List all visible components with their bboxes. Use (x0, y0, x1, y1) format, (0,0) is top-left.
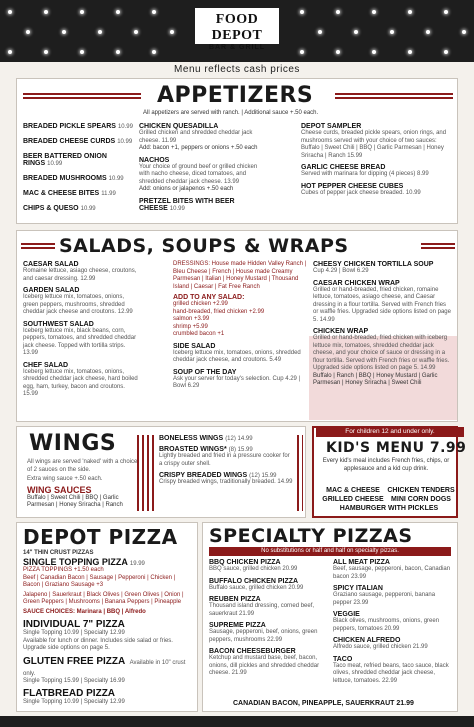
individual-pizza-extra: Available for lunch or dinner. Includes side salad or fries. Upgrade side options on page 5. (23, 637, 173, 651)
marquee-bulb (98, 30, 102, 34)
menu-item-desc: Cup 4.29 | Bowl 6.29 (313, 268, 369, 274)
pizza-toppings-line: PIZZA TOPPINGS +1.50 each (23, 567, 104, 573)
marquee-bulb (8, 10, 12, 14)
menu-item-title: BACON CHEESEBURGER (209, 648, 296, 655)
menu-item-title: BREADED PICKLE SPEARS (23, 123, 116, 130)
menu-item-price: (12) 14.99 (225, 436, 253, 442)
menu-item-title: BREADED MUSHROOMS (23, 175, 107, 182)
menu-item-desc: Iceberg lettuce mix, tomatoes, onions, green peppers, mushrooms, shredded cheddar jack cheese and croutons. 12.99 (23, 294, 133, 315)
salads-middle-column (173, 261, 307, 395)
menu-item-desc: Sausage, pepperoni, beef, onions, green peppers, mushrooms 22.99 (209, 629, 318, 643)
marquee-bulb (170, 30, 174, 34)
add-to-salad-option: crumbled bacon +1 (173, 331, 225, 337)
kids-item-1: MAC & CHEESE (326, 487, 380, 494)
marquee-bulb (408, 50, 412, 54)
specialty-bottom-item: CANADIAN BACON, PINEAPPLE, SAUERKRAUT 21.99 (233, 700, 414, 707)
menu-item (23, 321, 141, 358)
menu-item-price: 11.99 (101, 191, 116, 197)
header-bar (0, 0, 474, 62)
flatbread-price: Single Topping 10.99 | Specialty 12.99 (23, 699, 125, 705)
menu-item-name (301, 164, 455, 171)
salads-title: SALADS, SOUPS & WRAPS (59, 235, 349, 257)
menu-item-name (209, 559, 327, 566)
add-to-salad-option: salmon +3.99 (173, 316, 210, 322)
marquee-bulb (8, 50, 12, 54)
salads-section (16, 230, 458, 422)
menu-item-desc: Cubes of pepper jack cheese breaded. 10.99 (301, 189, 421, 196)
logo-subtitle: BAR & GRILL (208, 44, 266, 51)
menu-item (23, 138, 135, 145)
menu-item-desc: Iceberg lettuce mix, tomatoes, onions, shredded cheddar jack cheese, and croutons. 5.49 (173, 349, 301, 363)
menu-item-title: CHICKEN QUESADILLA (139, 123, 219, 130)
marquee-bulb (408, 10, 412, 14)
menu-item-title: CAESAR CHICKEN WRAP (313, 279, 400, 287)
add-to-salad-option: hand-breaded, fried chicken +2.99 (173, 308, 265, 315)
menu-item-title: TACO (333, 655, 353, 663)
wings-desc: All wings are served 'naked' with a choice of 2 sauces on the side. (27, 459, 138, 473)
menu-item-title: DEPOT SAMPLER (301, 123, 362, 130)
menu-item-title: SIDE SALAD (173, 342, 216, 350)
appetizers-title: APPETIZERS (157, 83, 314, 108)
menu-item-name (313, 261, 453, 268)
menu-item (209, 622, 327, 644)
menu-item-title: CHEF SALAD (23, 361, 69, 369)
appetizers-middle-column (139, 123, 265, 216)
menu-item-price: 10.99 (108, 176, 124, 182)
menu-item-name (23, 321, 141, 328)
menu-item-name (139, 157, 265, 164)
menu-item-name (139, 198, 265, 212)
marquee-bulb (152, 50, 156, 54)
menu-item-name (159, 435, 293, 442)
menu-item-name (23, 205, 135, 212)
menu-item-desc: Crispy breaded wings, traditionally breaded. 14.99 (159, 479, 293, 485)
menu-item-name (23, 287, 141, 294)
wings-extra: Extra wing sauce +.50 each. (27, 476, 103, 482)
menu-item-name (23, 153, 135, 167)
menu-item-title: NACHOS (139, 156, 170, 164)
marquee-bulb (116, 50, 120, 54)
menu-item-title: BBQ CHICKEN PIZZA (209, 559, 281, 566)
menu-item (23, 175, 135, 182)
specialty-pizza-section (202, 522, 458, 712)
menu-item-price: 10.99 (80, 206, 96, 212)
menu-item (301, 123, 455, 160)
menu-item-desc: Ketchup and mustard base, beef, bacon, onions, dill pickles and shredded cheddar cheese. 21.99 (209, 655, 320, 676)
pizza-toppings-veg: Jalapeno | Sauerkraut | Black Olives | Green Olives | Onion | Green Peppers | Mushrooms | Banana Peppers | Pineapple (23, 591, 184, 605)
menu-item-title: HOT PEPPER CHEESE CUBES (301, 182, 404, 190)
chicken-wrap-sauces: Buffalo | Ranch | BBQ | Honey Mustard | Garlic Parmesan | Honey Sriracha | Sweet Chili (313, 372, 438, 386)
menu-item (139, 157, 265, 194)
marquee-bulb (336, 50, 340, 54)
appetizers-note: All appetizers are served with ranch. | Additional sauce +.50 each. (143, 110, 319, 116)
chicken-wrap-desc: Grilled or hand-breaded, fried chicken with iceberg lettuce mix, tomatoes, shredded cheddar jack cheese, and your choice of sauce or dressing in a flour tortilla. Served with French fries or waffle fries. Upgraded side options listed on page 5. 14.99 (313, 335, 450, 371)
menu-item (209, 596, 327, 618)
chicken-wrap-name: CHICKEN WRAP (313, 328, 369, 335)
menu-item-name (333, 559, 453, 566)
menu-item-title: SOUP OF THE DAY (173, 368, 237, 376)
menu-item-price: 10.99 (169, 205, 185, 212)
menu-item-title: CHIPS & QUESO (23, 205, 79, 212)
depot-pizza-subtitle: 14" THIN CRUST PIZZAS (23, 550, 94, 556)
add-to-salad-list (173, 301, 307, 339)
kids-age-note: For children 12 and under only. (316, 427, 464, 437)
salads-left-column (23, 261, 141, 403)
appetizers-left-column (23, 123, 135, 220)
menu-item (333, 656, 453, 686)
menu-item-desc: Grilled chicken and shredded cheddar jack cheese. 11.99 (139, 130, 253, 144)
marquee-bulb (354, 30, 358, 34)
menu-item-title: CRISPY BREADED WINGS (159, 472, 248, 479)
menu-item-name (333, 611, 453, 618)
menu-item-name (23, 261, 141, 268)
menu-item-desc: Buffalo sauce, grilled chicken 20.99 (209, 584, 304, 591)
marquee-bulb (390, 30, 394, 34)
marquee-bulb (80, 50, 84, 54)
menu-item-desc: Taco meat, refried beans, taco sauce, black olives, shredded cheddar jack cheese, lettuce, tomatoes. 22.99 (333, 662, 449, 684)
menu-item-price: (8) 15.99 (228, 447, 253, 453)
add-to-salad-option: grilled chicken +2.99 (173, 301, 228, 307)
menu-item-name (333, 656, 453, 663)
individual-pizza-price: Single Topping 10.99 | Specialty 12.99 (23, 630, 125, 636)
appetizers-section (16, 78, 458, 224)
menu-item-desc: Thousand island dressing, corned beef, sauerkraut 21.99 (209, 603, 315, 617)
menu-item-title: GARDEN SALAD (23, 287, 80, 294)
menu-item-desc: Beef, sausage, pepperoni, bacon, Canadian bacon 23.99 (333, 566, 451, 580)
marquee-bulb (62, 30, 66, 34)
menu-item-title: CAESAR SALAD (23, 261, 79, 268)
menu-item (23, 190, 135, 197)
marquee-bulb (44, 10, 48, 14)
individual-pizza-name: INDIVIDUAL 7" PIZZA (23, 619, 125, 630)
menu-item-title: GARLIC CHEESE BREAD (301, 164, 386, 171)
menu-item (173, 343, 307, 365)
marquee-bulb (444, 10, 448, 14)
menu-item (159, 446, 293, 468)
depot-pizza-body (23, 557, 193, 707)
kids-item-2: CHICKEN TENDERS (387, 487, 455, 494)
specialty-note-bar: No substitutions or half and half on specialty pizzas. (209, 547, 451, 556)
menu-item-name (333, 637, 453, 644)
menu-item-name (23, 175, 135, 182)
menu-item (23, 123, 135, 130)
menu-item (313, 280, 453, 325)
menu-item-title: VEGGIE (333, 611, 360, 618)
menu-item-name (23, 138, 135, 145)
menu-item-name (23, 190, 135, 197)
menu-item-title: SOUTHWEST SALAD (23, 320, 94, 328)
marquee-bulb (300, 50, 304, 54)
menu-item-name (209, 578, 327, 585)
menu-item (313, 261, 453, 276)
menu-item-desc: BBQ sauce, grilled chicken 20.99 (209, 566, 298, 572)
wing-sauces-title: WING SAUCES (27, 484, 92, 495)
marquee-bulb (318, 30, 322, 34)
menu-item-title: REUBEN PIZZA (209, 596, 261, 603)
menu-item-title: BROASTED WINGS* (159, 446, 227, 453)
menu-item-title: CHEESY CHICKEN TORTILLA SOUP (313, 261, 434, 268)
menu-item (139, 198, 265, 212)
wings-info (27, 459, 139, 510)
wings-section (16, 426, 306, 518)
menu-item-price: 10.99 (117, 124, 133, 130)
appetizers-right-column (301, 123, 455, 201)
menu-item (301, 164, 455, 179)
menu-item (23, 261, 141, 283)
menu-item-name (159, 472, 293, 479)
depot-pizza-section (16, 522, 198, 712)
marquee-bulb (336, 10, 340, 14)
marquee-bulb (372, 50, 376, 54)
menu-item-desc: Black olives, mushrooms, onions, green peppers, tomatoes 20.99 (333, 618, 440, 632)
kids-item-5: HAMBURGER WITH PICKLES (339, 505, 439, 512)
kids-item-4: MINI CORN DOGS (391, 496, 451, 503)
single-topping-name: SINGLE TOPPING PIZZA 19.99 (23, 557, 145, 567)
specialty-right-column (333, 559, 453, 689)
wings-title: WINGS (29, 431, 117, 456)
menu-item-desc: Grilled or hand-breaded, fried chicken, romaine lettuce, tomatoes, asiago cheese, and Caesar dressing in a flour tortilla. Served with French fries or waffle fries. Upgraded side options listed on page 5. 14.99 (313, 286, 451, 323)
depot-pizza-title: DEPOT PIZZA (23, 525, 178, 549)
marquee-bulb (300, 10, 304, 14)
dressings-list: DRESSINGS: House made Hidden Valley Ranch | Bleu Cheese | French | House made Creamy Parmesan | Italian | Honey Mustard | Thousand Island | Caesar | Fat Free Ranch (173, 261, 307, 290)
menu-item (301, 183, 455, 198)
gluten-free-name: GLUTEN FREE PIZZA Available in 10" crust only. (23, 655, 186, 677)
menu-item-name (209, 596, 327, 603)
specialty-left-column (209, 559, 327, 682)
marquee-bulb (26, 30, 30, 34)
menu-item (23, 153, 135, 167)
menu-item-title: BREADED CHEESE CURDS (23, 138, 116, 145)
menu-item-desc: Graziano sausage, pepperoni, banana pepper 23.99 (333, 592, 436, 606)
menu-item (173, 369, 307, 391)
menu-item (209, 578, 327, 593)
menu-item-title: SUPREME PIZZA (209, 622, 266, 629)
marquee-bulb (444, 50, 448, 54)
menu-item-title: BEER BATTERED ONION RINGS (23, 153, 107, 167)
menu-item-name (173, 369, 307, 376)
menu-item-desc: Lightly breaded and fried in a pressure cooker for a crispy outer shell. (159, 453, 290, 467)
menu-item-name (159, 446, 293, 453)
menu-item-desc: Cheese curds, breaded pickle spears, onion rings, and mushrooms served with your choice of two sauces: Buffalo | Sweet Chili | BBQ | Garlic Parmesan | Honey Sriracha | Ranch 15.99 (301, 130, 447, 159)
menu-item-price: 10.99 (117, 139, 133, 145)
pizza-toppings-meat: Beef | Canadian Bacon | Sausage | Pepperoni | Chicken | Bacon | Graziano Sausage +3 (23, 574, 176, 588)
pizza-sauce-choices: SAUCE CHOICES: Marinara | BBQ | Alfredo (23, 608, 146, 615)
flatbread-name: FLATBREAD PIZZA (23, 688, 116, 699)
specialty-pizza-title: SPECIALTY PIZZAS (209, 525, 413, 547)
marquee-bulb (44, 50, 48, 54)
menu-item-title: MAC & CHEESE BITES (23, 190, 100, 197)
menu-item (209, 559, 327, 574)
menu-item (333, 559, 453, 581)
menu-item-title: PRETZEL BITES WITH BEER CHEESE (139, 197, 235, 212)
logo (193, 6, 281, 51)
menu-item (23, 287, 141, 317)
menu-item-name (333, 585, 453, 592)
menu-item-name (23, 123, 135, 130)
menu-item (209, 648, 327, 678)
menu-item-price: (12) 15.99 (249, 473, 277, 479)
menu-item (159, 435, 293, 442)
marquee-bulb (116, 10, 120, 14)
add-to-salad-title: ADD TO ANY SALAD: (173, 294, 245, 301)
menu-item-price: 10.99 (47, 161, 63, 167)
menu-item (139, 123, 265, 153)
menu-item (159, 472, 293, 487)
kids-title: KID'S MENU 7.99 (326, 440, 467, 456)
gluten-free-price: Single Topping 15.99 | Specialty 16.99 (23, 677, 125, 684)
menu-item-desc: Iceberg lettuce mix, black beans, corn, peppers, tomatoes, and shredded cheddar jack cheese. Topped with tortilla strips. 13.99 (23, 327, 137, 356)
kids-item-3: GRILLED CHEESE (322, 496, 384, 503)
menu-item-name (301, 123, 455, 130)
menu-item-name (139, 123, 265, 130)
marquee-bulb (372, 10, 376, 14)
marquee-bulb (80, 10, 84, 14)
menu-item-extra: Add: onions or jalapenos +.50 each (139, 186, 234, 192)
menu-item (333, 611, 453, 633)
menu-item-desc: Your choice of ground beef or grilled chicken with nacho cheese, diced tomatoes, and shredded cheddar jack cheese. 13.99 (139, 163, 258, 185)
menu-item-desc: Ask your server for today's selection. Cup 4.29 | Bowl 6.29 (173, 375, 301, 389)
wings-items-column (159, 435, 293, 491)
menu-item-name (209, 622, 327, 629)
menu-item-title: BONELESS WINGS (159, 435, 224, 442)
marquee-bulb (134, 30, 138, 34)
menu-item-name (173, 343, 307, 350)
menu-item-desc: Served with marinara for dipping (4 pieces) 8.99 (301, 171, 429, 177)
menu-item-title: CHICKEN ALFREDO (333, 637, 401, 644)
chicken-wrap-item (313, 328, 453, 388)
menu-item-name (301, 183, 455, 190)
wing-sauces-list: Buffalo | Sweet Chili | BBQ | Garlic Parmesan | Honey Sriracha | Ranch (27, 494, 123, 508)
footer-bar (0, 716, 474, 727)
menu-item-title: BUFFALO CHICKEN PIZZA (209, 577, 299, 585)
tagline: Menu reflects cash prices (174, 64, 300, 75)
menu-item-name (23, 362, 141, 369)
menu-item-desc: Romaine lettuce, asiago cheese, croutons, and caesar dressing. 12.99 (23, 268, 137, 282)
menu-item-title: ALL MEAT PIZZA (333, 559, 390, 566)
salads-mid-items (173, 343, 307, 391)
add-to-salad-option: shrimp +5.99 (173, 323, 208, 330)
menu-item-title: SPICY ITALIAN (333, 585, 383, 592)
menu-item (23, 205, 135, 212)
marquee-bulb (462, 30, 466, 34)
menu-item (333, 637, 453, 652)
menu-item-desc: Alfredo sauce, grilled chicken 21.99 (333, 644, 428, 650)
menu-item-name (313, 280, 453, 287)
marquee-bulb (152, 10, 156, 14)
menu-item-name (209, 648, 327, 655)
salads-right-column (313, 261, 453, 392)
menu-item (23, 362, 141, 399)
menu-item-desc: Iceberg lettuce mix, tomatoes, onions, shredded cheddar jack cheese, hard boiled egg, ham, turkey, bacon and croutons. 15.99 (23, 368, 138, 397)
menu-item (333, 585, 453, 607)
logo-title: FOOD DEPOT (211, 12, 263, 43)
kids-desc: Every kid's meal includes French fries, chips, or applesauce and a kid cup drink. (322, 458, 450, 472)
marquee-bulb (426, 30, 430, 34)
menu-item-extra: Add: bacon +1, peppers or onions +.50 each (139, 145, 258, 151)
